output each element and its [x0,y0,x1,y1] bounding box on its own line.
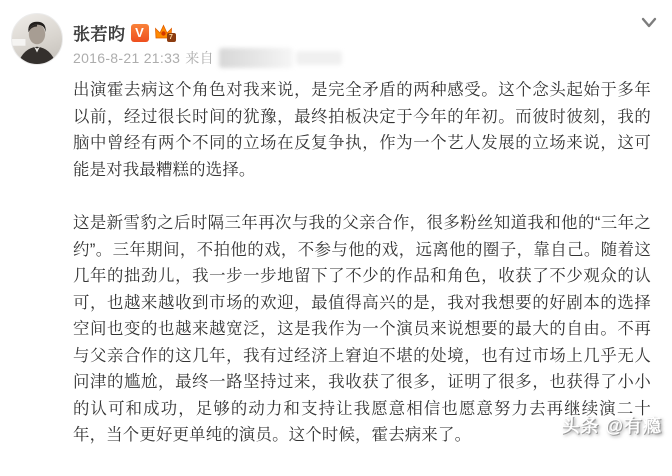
chevron-down-icon[interactable] [640,16,658,30]
meta-row [73,48,342,68]
header [73,20,176,45]
post-paragraph-2: 这是新雪豹之后时隔三年再次与我的父亲合作，很多粉丝知道我和他的“三年之约”。三年期间，不拍他的戏，不参与他的戏，远离他的圈子，靠自己。随着这几年的拙劲儿，我一步一步地留下了不少的作品和角色，收获了不少观众的认可，也越来越收到市场的欢迎，最值得高兴的是，我对我想要的好剧本的选择空间也变的也越来越宽泛，这是我作为一个演员来说想要的最大的自由。不再与父亲合作的这几年，我有过经济上窘迫不堪的处境，也有过市场上几乎无人问津的尴尬，最终一路坚持过来，我收获了很多，证明了很多，也获得了小小的认可和成功，足够的动力和支持让我愿意相信也愿意努力去再继续演二十年，当个更好更单纯的演员。这个时候，霍去病来了。 [73,214,651,444]
source-label[interactable]: 来自 [185,50,214,66]
avatar-portrait [12,14,62,64]
post-paragraph-1: 出演霍去病这个角色对我来说，是完全矛盾的两种感受。这个念头起始于多年以前，经过很长时间的犹豫，最终拍板决定于今年的年初。而彼时彼刻，我的脑中曾经有两个不同的立场在反复争执，作为一个艺人发展的立场来说，这可能是对我最糟糕的选择。 [73,81,651,179]
username[interactable]: 张若昀 [73,25,126,44]
censored-source-blur-tail [296,51,342,65]
vip-level-badge: 7 [167,33,176,42]
avatar[interactable] [11,13,63,65]
vip-crown-icon [154,23,176,42]
verified-icon: V [131,24,149,42]
censored-source-blur [219,48,293,68]
timestamp: 2016-8-21 21:33 [73,50,181,66]
toutiao-watermark: 头条 @有瘾 [561,416,662,436]
